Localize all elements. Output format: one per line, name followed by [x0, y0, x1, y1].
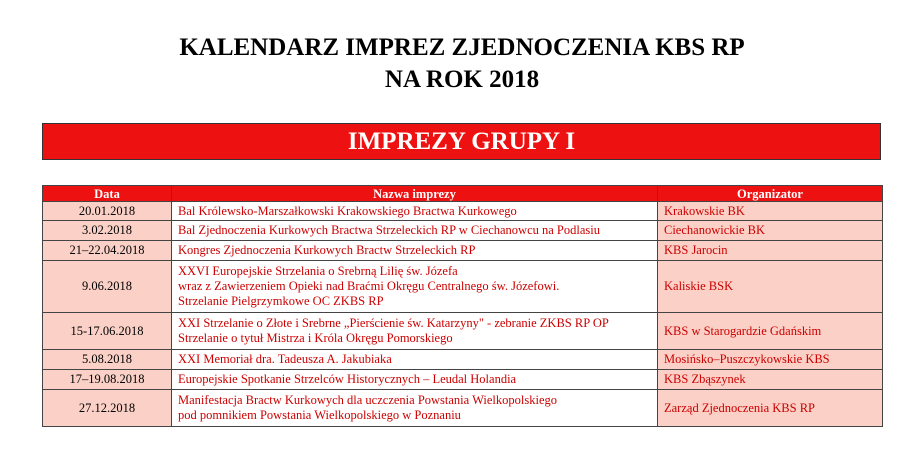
event-date: 20.01.2018	[43, 202, 172, 221]
header-event-name: Nazwa imprezy	[172, 186, 658, 202]
header-organizer: Organizator	[658, 186, 883, 202]
document-title-line-2: NA ROK 2018	[384, 66, 540, 93]
event-name-line: Strzelanie Pielgrzymkowe OC ZKBS RP	[178, 294, 384, 308]
event-name-line: Europejskie Spotkanie Strzelców Historycznych – Leudal Holandia	[178, 372, 517, 386]
event-date: 3.02.2018	[43, 221, 172, 241]
event-organizer: Zarząd Zjednoczenia KBS RP	[658, 390, 883, 427]
event-name-line: XXI Memoriał dra. Tadeusza A. Jakubiaka	[178, 352, 392, 366]
event-name-line: wraz z Zawierzeniem Opieki nad Braćmi Okręgu Centralnego św. Józefowi.	[178, 279, 560, 293]
table-header-row	[43, 186, 883, 202]
table-row	[43, 261, 883, 313]
event-date: 21–22.04.2018	[43, 241, 172, 261]
event-name-line: Bal Królewsko-Marszałkowski Krakowskiego Bractwa Kurkowego	[178, 203, 517, 218]
group-banner: IMPREZY GRUPY I	[42, 123, 881, 160]
table-row	[43, 370, 883, 390]
event-organizer: Mosińsko–Puszczykowskie KBS	[658, 350, 883, 370]
event-name	[172, 241, 658, 261]
table-row	[43, 313, 883, 350]
event-date: 15-17.06.2018	[43, 313, 172, 350]
event-name	[172, 202, 658, 221]
event-name-line: Manifestacja Bractw Kurkowych dla uczczenia Powstania Wielkopolskiego	[178, 393, 558, 407]
table-row	[43, 221, 883, 241]
event-name	[172, 221, 658, 241]
event-name-line: XXVI Europejskie Strzelania o Srebrną Lilię św. Józefa	[178, 264, 458, 278]
document-title-line-1: KALENDARZ IMPREZ ZJEDNOCZENIA KBS RP	[179, 34, 745, 61]
event-name-line: pod pomnikiem Powstania Wielkopolskiego w Poznaniu	[178, 408, 461, 422]
event-organizer: Krakowskie BK	[658, 202, 883, 221]
event-date: 17–19.08.2018	[43, 370, 172, 390]
header-date: Data	[43, 186, 172, 202]
event-name-line: Strzelanie o tytuł Mistrza i Króla Okręgu Pomorskiego	[178, 331, 453, 345]
event-name	[172, 350, 658, 370]
table-row	[43, 202, 883, 221]
document-title	[0, 32, 924, 96]
events-table	[42, 185, 883, 427]
event-organizer: KBS Zbąszynek	[658, 370, 883, 390]
event-organizer: KBS w Starogardzie Gdańskim	[658, 313, 883, 350]
event-name	[172, 370, 658, 390]
table-row	[43, 241, 883, 261]
event-name-line: Kongres Zjednoczenia Kurkowych Bractw Strzeleckich RP	[178, 243, 476, 257]
event-name	[172, 390, 658, 427]
event-date: 9.06.2018	[43, 261, 172, 313]
event-name-line: XXI Strzelanie o Złote i Srebrne „Pierścienie św. Katarzyny" - zebranie ZKBS RP OP	[178, 316, 609, 330]
event-organizer: Kaliskie BSK	[658, 261, 883, 313]
event-organizer: KBS Jarocin	[658, 241, 883, 261]
event-name	[172, 313, 658, 350]
event-date: 5.08.2018	[43, 350, 172, 370]
table-row	[43, 390, 883, 427]
table-row	[43, 350, 883, 370]
event-name-line: Bal Zjednoczenia Kurkowych Bractwa Strzeleckich RP w Ciechanowcu na Podlasiu	[178, 223, 600, 237]
event-date: 27.12.2018	[43, 390, 172, 427]
event-name	[172, 261, 658, 313]
event-organizer: Ciechanowickie BK	[658, 221, 883, 241]
